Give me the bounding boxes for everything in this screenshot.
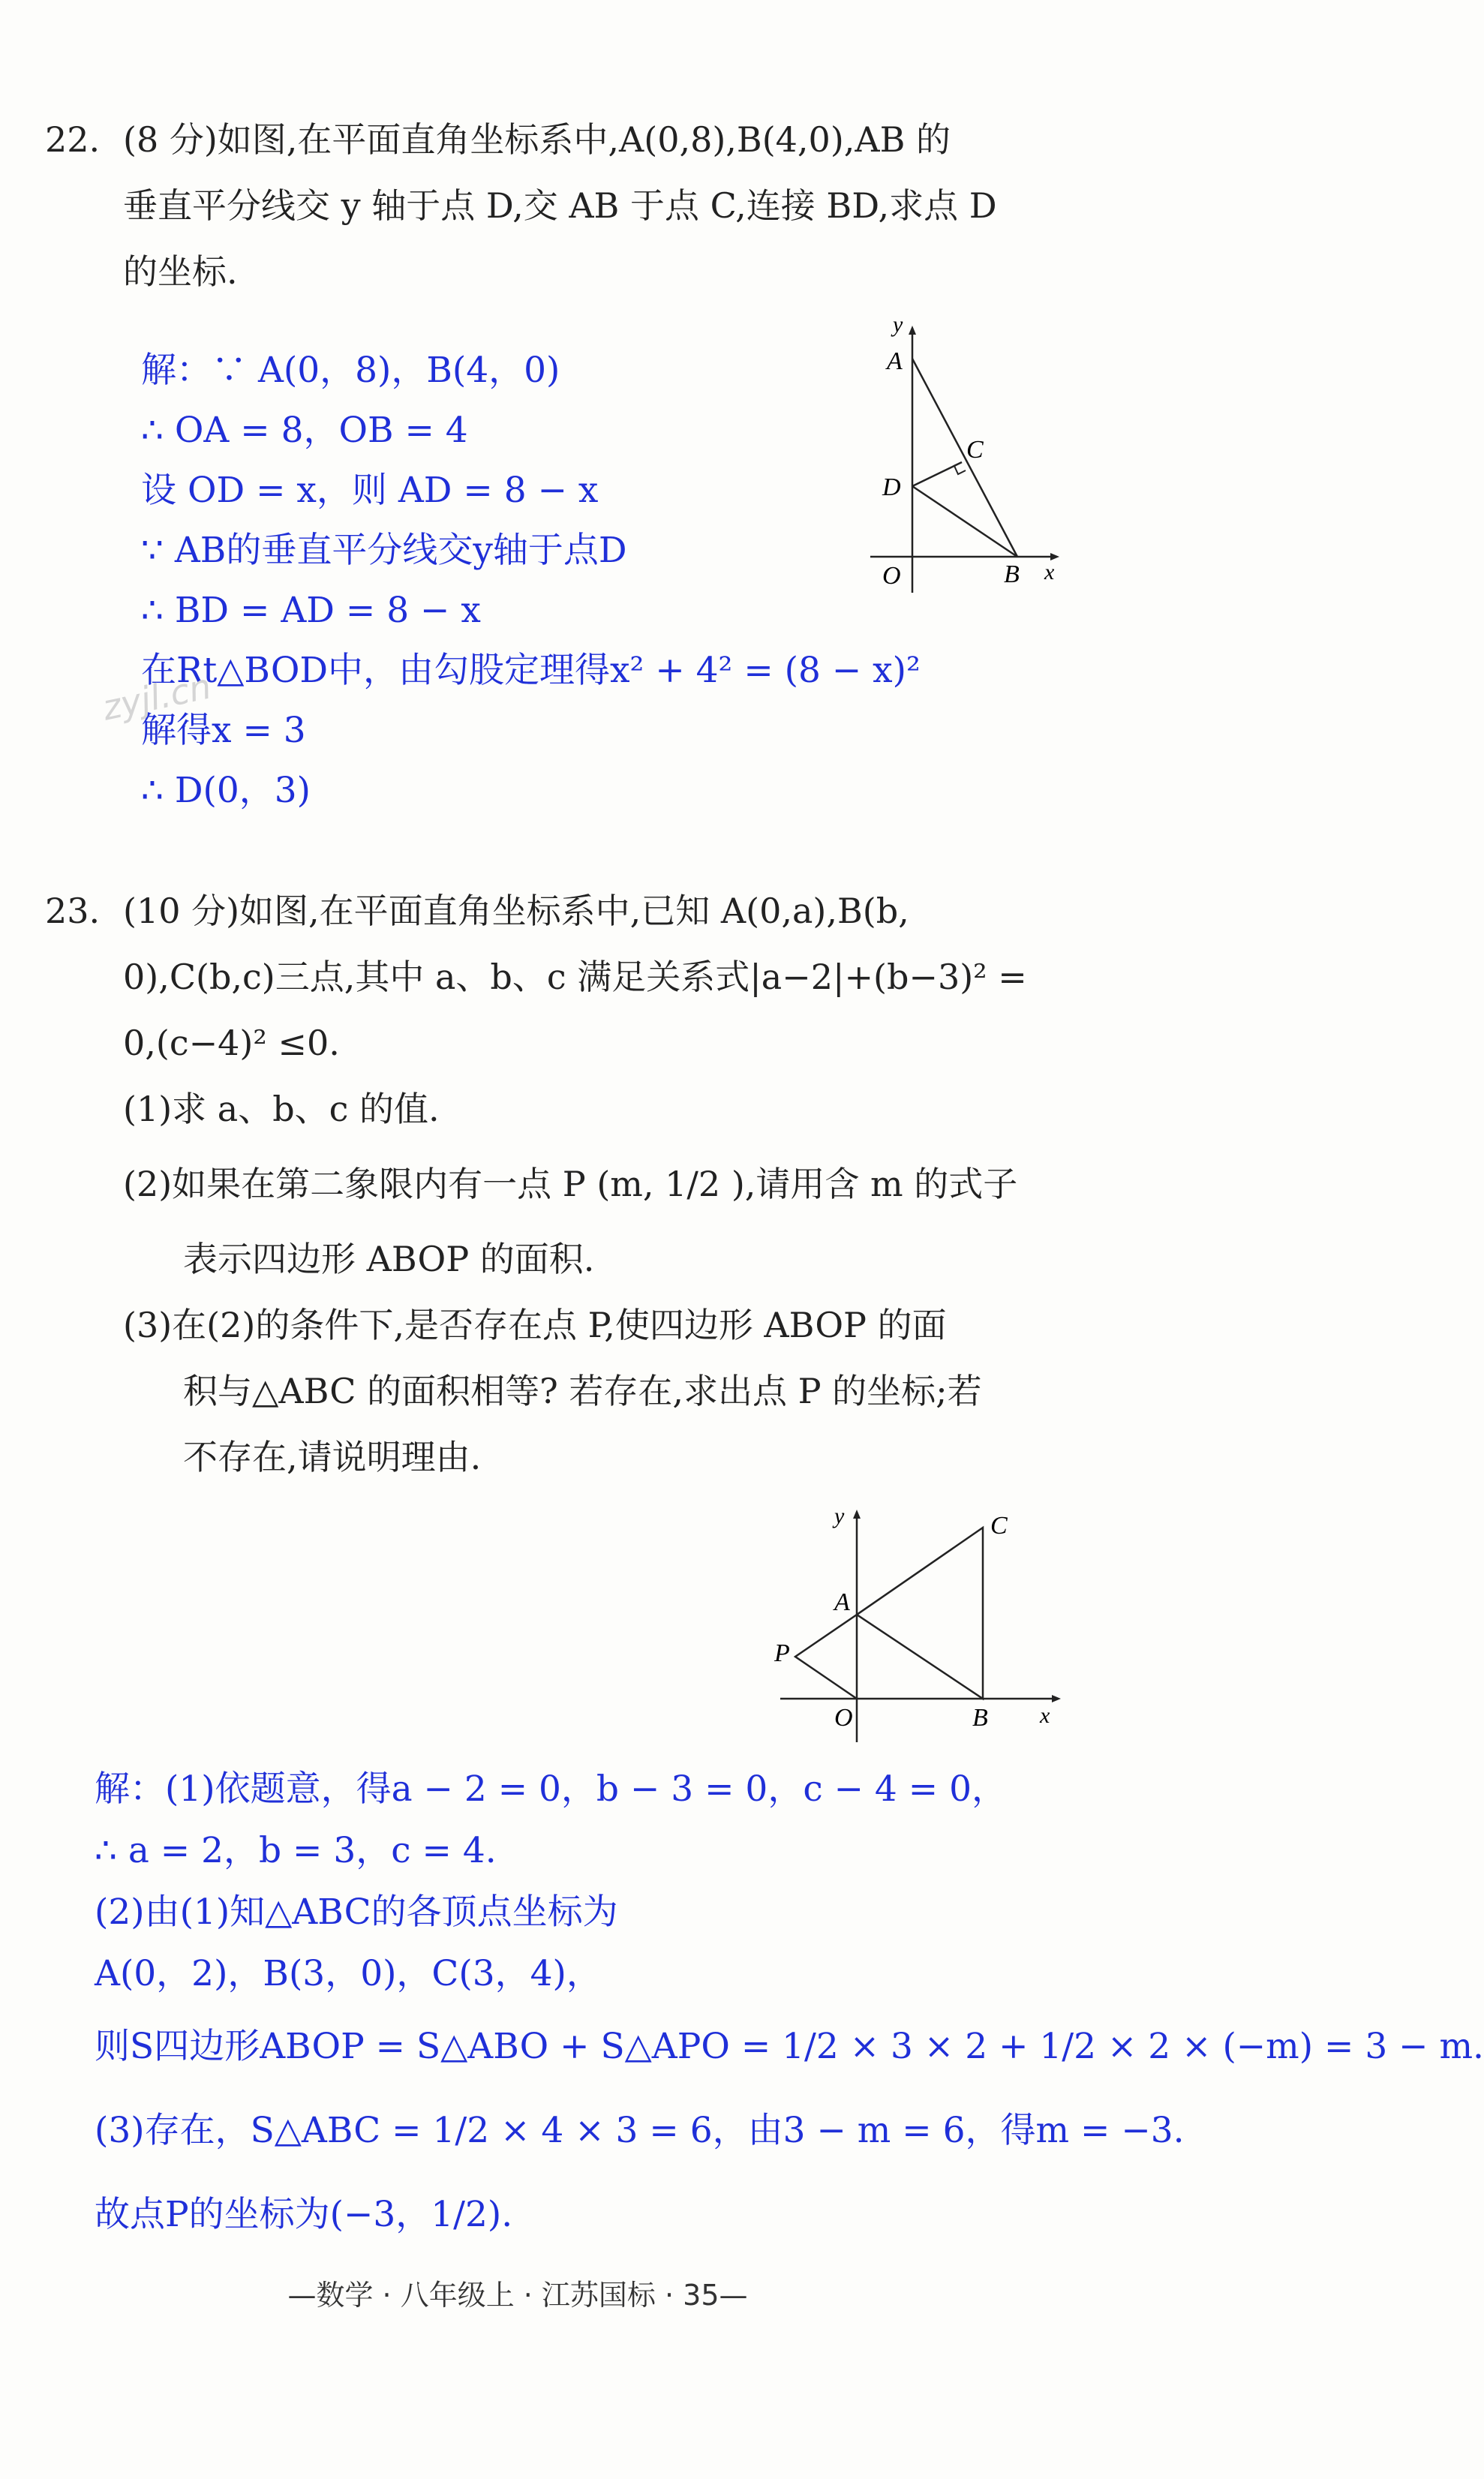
point-label-b: B xyxy=(1004,560,1020,588)
point-label-a: A xyxy=(887,347,903,375)
question-text-line: 0),C(b,c)三点,其中 a、b、c 满足关系式|a−2|+(b−3)² = xyxy=(123,957,1027,997)
point-label-p: P xyxy=(774,1639,790,1667)
q23-figure xyxy=(765,1501,1080,1756)
solution-line: 则S四边形ABOP = S△ABO + S△APO = 1/2 × 3 × 2 + 1/2 × 2 × (−m) = 3 − m. xyxy=(95,2026,1484,2067)
question-part: (2)如果在第二象限内有一点 P (m, 1/2 ),请用含 m 的式子 xyxy=(123,1164,1018,1204)
point-label-o: O xyxy=(882,562,901,590)
solution-line: 解得x = 3 xyxy=(141,710,306,751)
solution-line: 解：(1)依题意，得a − 2 = 0，b − 3 = 0，c − 4 = 0， xyxy=(95,1768,1007,1810)
question-number: 22. xyxy=(45,119,101,160)
point-label-d: D xyxy=(882,473,901,501)
point-label-c: C xyxy=(966,436,984,464)
question-number: 23. xyxy=(45,891,101,931)
q22-figure xyxy=(870,312,1073,600)
solution-line: ∴ OA = 8，OB = 4 xyxy=(141,410,468,451)
watermark: zyjl.cn xyxy=(98,666,215,729)
solution-line: 设 OD = x，则 AD = 8 − x xyxy=(141,470,599,511)
solution-line: (2)由(1)知△ABC的各顶点坐标为 xyxy=(95,1892,618,1933)
solution-line: ∴ BD = AD = 8 − x xyxy=(141,590,481,631)
solution-line: (3)存在，S△ABC = 1/2 × 4 × 3 = 6，由3 − m = 6，得m = −3. xyxy=(95,2110,1185,2151)
question-22 xyxy=(45,107,1065,305)
point-label-o: O xyxy=(834,1704,853,1732)
solution-line: 故点P的坐标为(−3，1/2). xyxy=(95,2194,513,2235)
question-part: 积与△ABC 的面积相等? 若存在,求出点 P 的坐标;若 xyxy=(183,1371,982,1411)
solution-line: ∴ D(0，3) xyxy=(141,770,311,811)
question-text-line: 的坐标. xyxy=(123,251,238,292)
question-part: 表示四边形 ABOP 的面积. xyxy=(183,1239,595,1279)
solution-line: ∵ AB的垂直平分线交y轴于点D xyxy=(141,530,627,571)
point-label-c: C xyxy=(990,1512,1008,1540)
axis-label-y: y xyxy=(893,312,903,337)
solution-line: ∴ a = 2，b = 3，c = 4. xyxy=(95,1830,497,1871)
question-part: (3)在(2)的条件下,是否存在点 P,使四边形 ABOP 的面 xyxy=(123,1305,947,1345)
axis-label-x: x xyxy=(1040,1703,1050,1728)
q23-solution xyxy=(95,1759,1484,2257)
question-part: 不存在,请说明理由. xyxy=(183,1437,482,1477)
question-23 xyxy=(45,878,1065,1490)
question-part: (1)求 a、b、c 的值. xyxy=(123,1089,440,1129)
solution-line: A(0，2)，B(3，0)，C(3，4)， xyxy=(95,1953,602,1994)
q22-solution xyxy=(141,341,921,821)
axis-label-x: x xyxy=(1044,560,1055,584)
question-text-line: 0,(c−4)² ≤0. xyxy=(123,1023,340,1063)
page-footer: —数学 · 八年级上 · 江苏国标 · 35— xyxy=(287,2279,748,2312)
axis-label-y: y xyxy=(834,1504,845,1528)
solution-line: 解：∵ A(0，8)，B(4，0) xyxy=(141,350,560,391)
question-text-line: (8 分)如图,在平面直角坐标系中,A(0,8),B(4,0),AB 的 xyxy=(123,119,951,160)
solution-line: 在Rt△BOD中，由勾股定理得x² + 4² = (8 − x)² xyxy=(141,650,921,691)
question-text-line: (10 分)如图,在平面直角坐标系中,已知 A(0,a),B(b, xyxy=(123,891,909,931)
point-label-a: A xyxy=(834,1588,850,1616)
question-text-line: 垂直平分线交 y 轴于点 D,交 AB 于点 C,连接 BD,求点 D xyxy=(123,185,997,226)
point-label-b: B xyxy=(972,1704,988,1732)
